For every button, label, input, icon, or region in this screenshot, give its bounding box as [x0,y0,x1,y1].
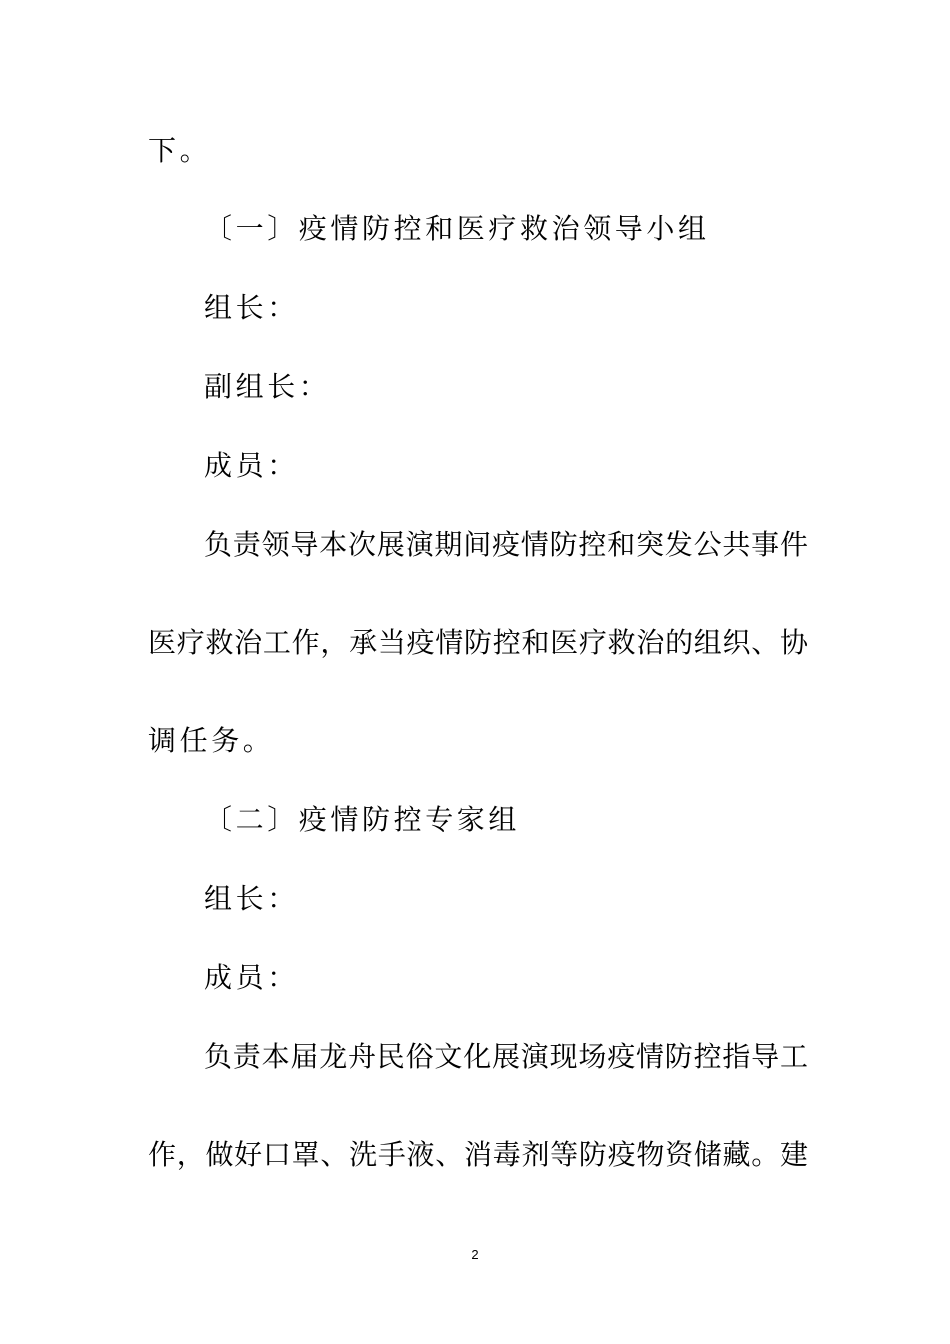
members-label-1: 成员： [204,449,299,482]
section-heading-1: 〔一〕疫情防控和医疗救治领导小组 [204,212,710,245]
section-heading-2: 〔二〕疫情防控专家组 [204,803,521,836]
duty-paragraph-1-line-1: 负责领导本次展演期间疫情防控和突发公共事件 [204,528,808,561]
text-line-continuation: 下。 [148,134,212,167]
group-leader-label-1: 组长： [204,291,299,324]
deputy-leader-label-1: 副组长： [204,370,331,403]
group-leader-label-2: 组长： [204,882,299,915]
duty-paragraph-2-line-2: 作，做好口罩、洗手液、消毒剂等防疫物资储藏。建 [148,1138,808,1171]
duty-paragraph-1-line-2: 医疗救治工作，承当疫情防控和医疗救治的组织、协 [148,626,808,659]
duty-paragraph-2-line-1: 负责本届龙舟民俗文化展演现场疫情防控指导工 [204,1040,808,1073]
duty-paragraph-1-line-3: 调任务。 [148,724,275,757]
members-label-2: 成员： [204,961,299,994]
page-number: 2 [471,1247,479,1262]
